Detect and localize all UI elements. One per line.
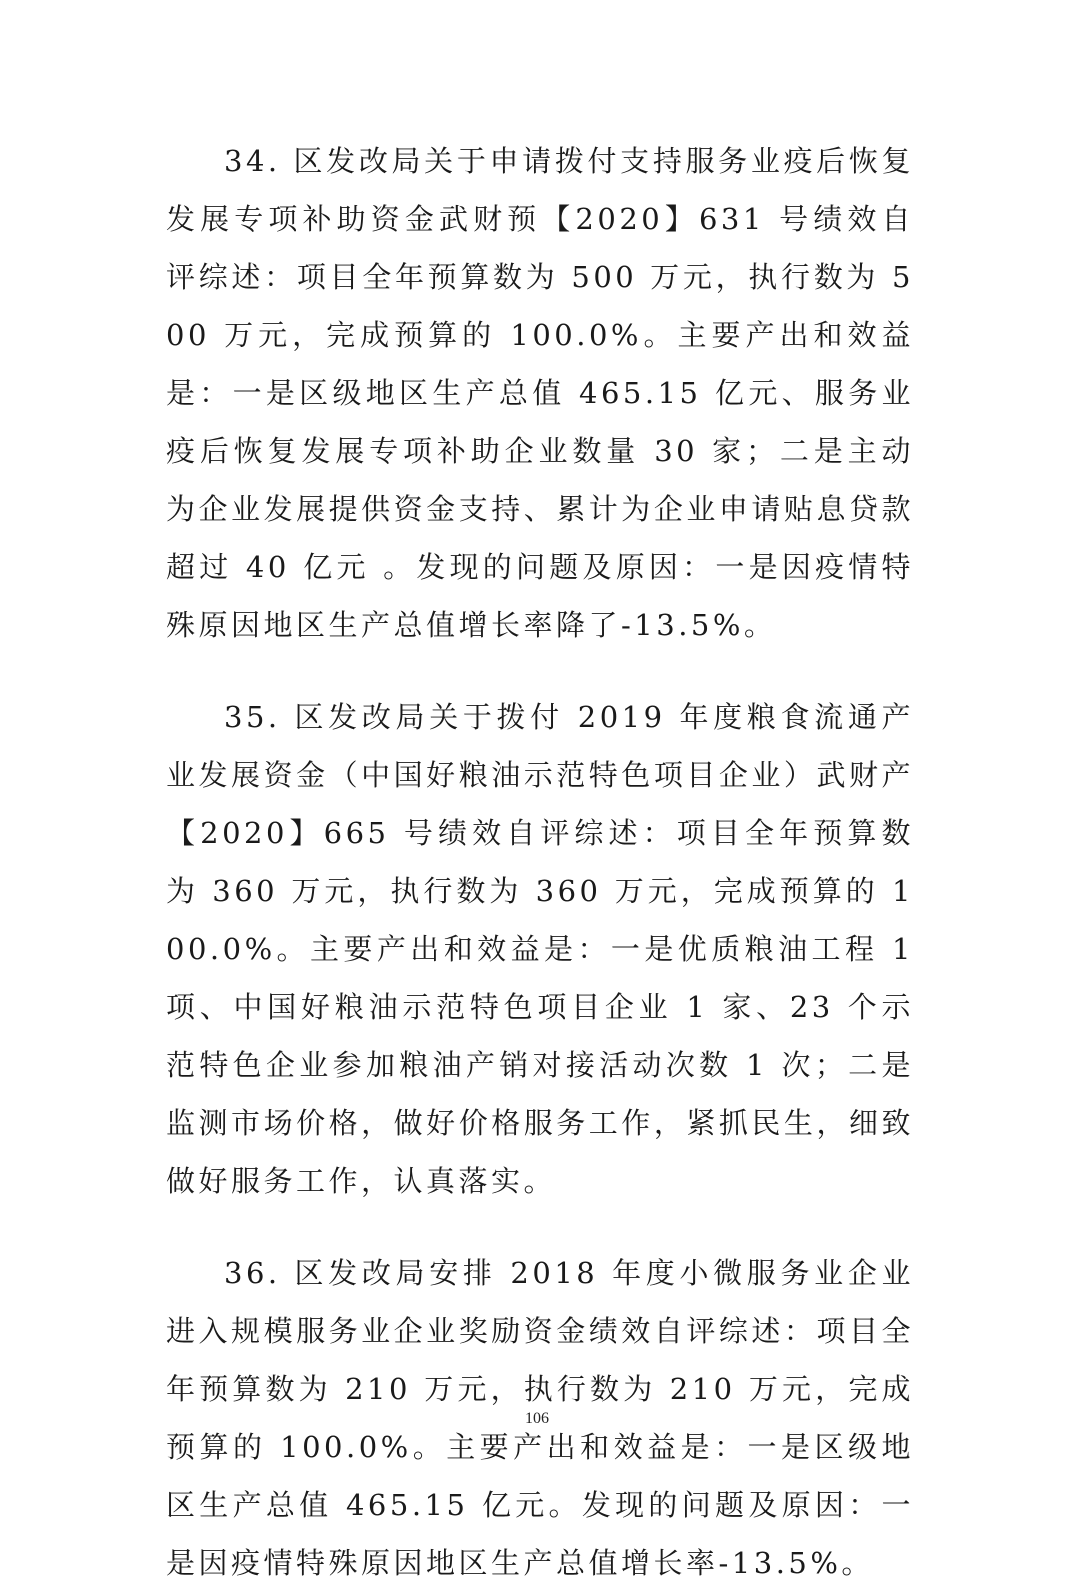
- paragraph-35: 35. 区发改局关于拨付 2019 年度粮食流通产业发展资金（中国好粮油示范特色项目企业）武财产【2020】665 号绩效自评综述：项目全年预算数为 360 万元，执行数为 360 万元，完成预算的 100.0%。主要产出和效益是：一是优质粮油工程 1 项、中国好粮油示范特色项目企业 1 家、23 个示范特色企业参加粮油产销对接活动次数 1 次；二是监测市场价格，做好价格服务工作，紧抓民生，细致做好服务工作，认真落实。: [166, 700, 914, 1198]
- paragraph-36: 36. 区发改局安排 2018 年度小微服务业企业进入规模服务业企业奖励资金绩效自评综述：项目全年预算数为 210 万元，执行数为 210 万元，完成预算的 100.0%。主要产出和效益是：一是区级地区生产总值 465.15 亿元。发现的问题及原因：一是因疫情特殊原因地区生产总值增长率-13.5%。: [166, 1256, 914, 1580]
- document-body: [166, 132, 914, 1592]
- page-number: 106: [525, 1410, 549, 1427]
- paragraph-34: 34. 区发改局关于申请拨付支持服务业疫后恢复发展专项补助资金武财预【2020】631 号绩效自评综述：项目全年预算数为 500 万元，执行数为 500 万元，完成预算的 100.0%。主要产出和效益是：一是区级地区生产总值 465.15 亿元、服务业疫后恢复发展专项补助企业数量 30 家；二是主动为企业发展提供资金支持、累计为企业申请贴息贷款超过 40 亿元 。发现的问题及原因：一是因疫情特殊原因地区生产总值增长率降了-13.5%。: [166, 144, 914, 642]
